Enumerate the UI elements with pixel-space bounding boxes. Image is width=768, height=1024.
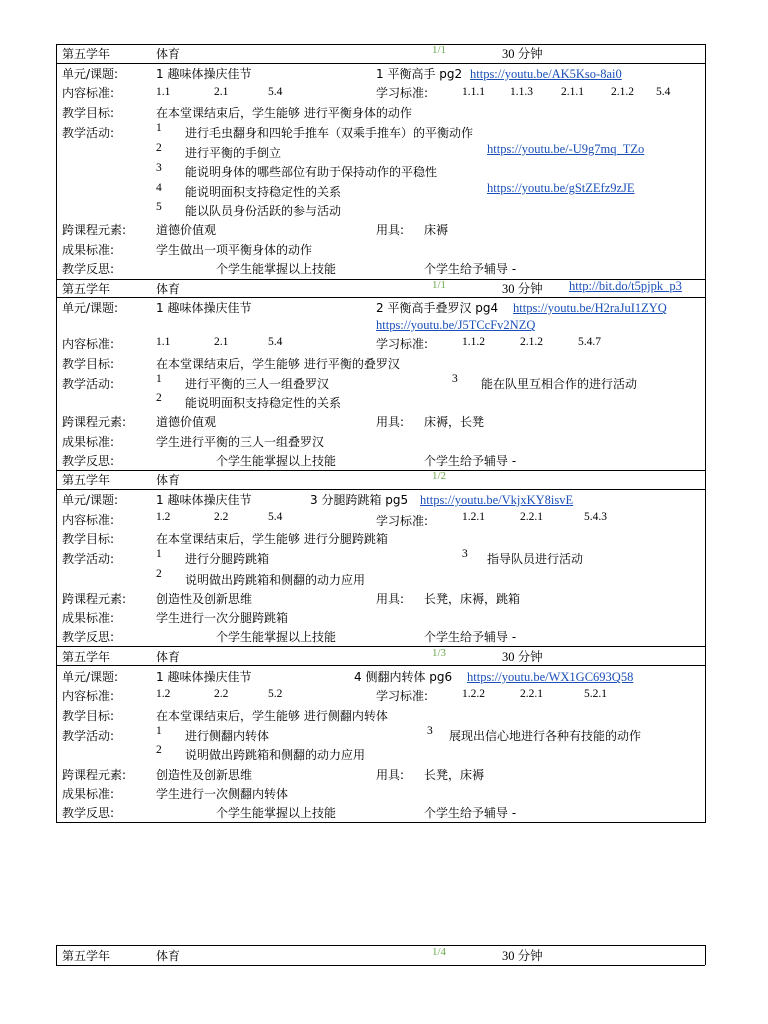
activity-text: 说明做出跨跳箱和侧翻的动力应用 — [185, 573, 366, 587]
content-standard-value: 5.4 — [268, 511, 283, 523]
equipment-label: 用具: — [376, 592, 405, 606]
cross-curricular-value: 创造性及创新思维 — [156, 592, 253, 606]
reflection-mastered: 个学生能掌握以上技能 — [216, 630, 337, 644]
equipment-label: 用具: — [376, 223, 405, 237]
activity-text: 进行毛虫翻身和四轮手推车（双乘手推车）的平衡动作 — [185, 126, 474, 140]
unit-label: 单元/课题: — [62, 493, 119, 507]
content-standard-value: 5.4 — [268, 86, 283, 98]
content-standard-value: 2.1 — [214, 336, 229, 348]
activity-label: 教学活动: — [62, 126, 115, 140]
lesson-video-link[interactable]: https://youtu.be/H2raJuI1ZYQ — [513, 301, 667, 315]
learning-standard-value: 2.1.2 — [611, 86, 634, 98]
subject-label: 体育 — [156, 47, 181, 61]
content-standard-value: 2.2 — [214, 511, 229, 523]
learning-standard-value: 5.4.3 — [584, 511, 607, 523]
unit-title: 1 趣味体操庆佳节 — [156, 493, 252, 507]
activity-number: 4 — [156, 182, 162, 194]
learning-standard-label: 学习标准: — [376, 689, 429, 703]
activity-text: 能在队里互相合作的进行活动 — [481, 377, 638, 391]
activity-number: 2 — [156, 392, 162, 404]
lesson-title: 3 分腿跨跳箱 pg5 — [310, 493, 409, 507]
unit-title: 1 趣味体操庆佳节 — [156, 301, 252, 315]
outcome-label: 成果标准: — [62, 435, 115, 449]
reflection-remedial: 个学生给予辅导 - — [424, 262, 517, 276]
lesson-video-link[interactable]: https://youtu.be/VkjxKY8isvE — [420, 493, 574, 507]
objective-label: 教学目标: — [62, 709, 115, 723]
content-standard-value: 1.2 — [156, 511, 171, 523]
learning-standard-label: 学习标准: — [376, 337, 429, 351]
activity-text: 进行分腿跨跳箱 — [185, 552, 270, 566]
activity-number: 2 — [156, 744, 162, 756]
activity-number: 3 — [156, 162, 162, 174]
learning-standard-value: 1.1.1 — [462, 86, 485, 98]
objective-text: 在本堂课结束后，学生能够 进行分腿跨跳箱 — [156, 532, 388, 546]
lesson-title: 1 平衡高手 pg2 — [376, 67, 463, 81]
activity-text: 能说明面积支持稳定性的关系 — [185, 396, 342, 410]
outcome-label: 成果标准: — [62, 787, 115, 801]
subject-label: 体育 — [156, 473, 181, 487]
year-label: 第五学年 — [62, 473, 111, 487]
learning-standard-label: 学习标准: — [376, 514, 429, 528]
learning-standard-value: 1.1.2 — [462, 336, 485, 348]
outcome-text: 学生做出一项平衡身体的动作 — [156, 243, 313, 257]
learning-standard-value: 2.2.1 — [520, 688, 543, 700]
learning-standard-value: 2.1.2 — [520, 336, 543, 348]
equipment-label: 用具: — [376, 768, 405, 782]
content-standard-label: 内容标准: — [62, 513, 115, 527]
activity-number: 2 — [156, 568, 162, 580]
reflection-remedial: 个学生给予辅导 - — [424, 630, 517, 644]
activity-label: 教学活动: — [62, 552, 115, 566]
unit-label: 单元/课题: — [62, 67, 119, 81]
lesson-video-link-2[interactable]: https://youtu.be/J5TCcFv2NZQ — [376, 318, 536, 332]
equipment-value: 长凳，床褥，跳箱 — [424, 592, 521, 606]
equipment-value: 床褥，长凳 — [424, 415, 485, 429]
learning-standard-value: 1.1.3 — [510, 86, 533, 98]
duration-label: 30 分钟 — [502, 282, 543, 296]
header-link[interactable]: http://bit.do/t5pjpk_p3 — [569, 279, 682, 293]
subject-label: 体育 — [156, 949, 181, 963]
activity-number: 5 — [156, 201, 162, 213]
unit-label: 单元/课题: — [62, 670, 119, 684]
outcome-label: 成果标准: — [62, 611, 115, 625]
activity-text: 展现出信心地进行各种有技能的动作 — [449, 729, 642, 743]
activity-text: 说明做出跨跳箱和侧翻的动力应用 — [185, 748, 366, 762]
learning-standard-value: 5.2.1 — [584, 688, 607, 700]
objective-text: 在本堂课结束后，学生能够 进行平衡身体的动作 — [156, 106, 412, 120]
activity-text: 进行侧翻内转体 — [185, 729, 270, 743]
content-standard-label: 内容标准: — [62, 337, 115, 351]
objective-text: 在本堂课结束后，学生能够 进行平衡的叠罗汉 — [156, 357, 400, 371]
reflection-label: 教学反思: — [62, 630, 115, 644]
learning-standard-value: 2.2.1 — [520, 511, 543, 523]
content-standard-label: 内容标准: — [62, 689, 115, 703]
equipment-value: 床褥 — [424, 223, 449, 237]
learning-standard-value: 1.2.1 — [462, 511, 485, 523]
outcome-text: 学生进行一次侧翻内转体 — [156, 787, 289, 801]
activity-label: 教学活动: — [62, 377, 115, 391]
learning-standard-label: 学习标准: — [376, 86, 429, 100]
lesson-video-link[interactable]: https://youtu.be/AK5Kso-8ai0 — [470, 67, 622, 81]
page-indicator: 1/3 — [432, 647, 447, 659]
activity-number: 1 — [156, 548, 162, 560]
content-standard-value: 5.4 — [268, 336, 283, 348]
cross-curricular-label: 跨课程元素: — [62, 415, 127, 429]
activity-text: 能以队员身份活跃的参与活动 — [185, 204, 342, 218]
activity-video-link[interactable]: https://youtu.be/gStZEfz9zJE — [487, 181, 635, 195]
duration-label: 30 分钟 — [502, 949, 543, 963]
unit-title: 1 趣味体操庆佳节 — [156, 670, 252, 684]
subject-label: 体育 — [156, 282, 181, 296]
objective-text: 在本堂课结束后，学生能够 进行侧翻内转体 — [156, 709, 388, 723]
activity-number: 1 — [156, 373, 162, 385]
duration-label: 30 分钟 — [502, 47, 543, 61]
activity-video-link[interactable]: https://youtu.be/-U9g7mq_TZo — [487, 142, 645, 156]
outcome-text: 学生进行平衡的三人一组叠罗汉 — [156, 435, 325, 449]
content-standard-value: 5.2 — [268, 688, 283, 700]
content-standard-value: 1.1 — [156, 86, 171, 98]
page-indicator: 1/1 — [432, 44, 447, 56]
reflection-label: 教学反思: — [62, 454, 115, 468]
activity-number: 3 — [462, 548, 468, 560]
content-standard-value: 1.2 — [156, 688, 171, 700]
activity-number: 1 — [156, 122, 162, 134]
year-label: 第五学年 — [62, 949, 111, 963]
activity-label: 教学活动: — [62, 729, 115, 743]
cross-curricular-value: 道德价值观 — [156, 223, 217, 237]
subject-label: 体育 — [156, 650, 181, 664]
year-label: 第五学年 — [62, 282, 111, 296]
outcome-text: 学生进行一次分腿跨跳箱 — [156, 611, 289, 625]
learning-standard-value: 5.4.7 — [578, 336, 601, 348]
page-indicator: 1/1 — [432, 279, 447, 291]
activity-number: 2 — [156, 142, 162, 154]
lesson-title: 4 侧翻内转体 pg6 — [354, 670, 453, 684]
reflection-mastered: 个学生能掌握以上技能 — [216, 262, 337, 276]
activity-number: 3 — [452, 373, 458, 385]
cross-curricular-label: 跨课程元素: — [62, 768, 127, 782]
cross-curricular-value: 道德价值观 — [156, 415, 217, 429]
lesson-video-link[interactable]: https://youtu.be/WX1GC693Q58 — [467, 670, 634, 684]
page-indicator: 1/4 — [432, 946, 447, 958]
reflection-mastered: 个学生能掌握以上技能 — [216, 806, 337, 820]
equipment-label: 用具: — [376, 415, 405, 429]
activity-number: 1 — [156, 725, 162, 737]
reflection-label: 教学反思: — [62, 262, 115, 276]
content-standard-value: 2.2 — [214, 688, 229, 700]
cross-curricular-label: 跨课程元素: — [62, 592, 127, 606]
objective-label: 教学目标: — [62, 532, 115, 546]
reflection-label: 教学反思: — [62, 806, 115, 820]
lesson-title: 2 平衡高手叠罗汉 pg4 — [376, 301, 499, 315]
year-label: 第五学年 — [62, 47, 111, 61]
learning-standard-value: 1.2.2 — [462, 688, 485, 700]
objective-label: 教学目标: — [62, 357, 115, 371]
learning-standard-value: 5.4 — [656, 86, 671, 98]
reflection-remedial: 个学生给予辅导 - — [424, 454, 517, 468]
content-standard-value: 2.1 — [214, 86, 229, 98]
reflection-mastered: 个学生能掌握以上技能 — [216, 454, 337, 468]
cross-curricular-value: 创造性及创新思维 — [156, 768, 253, 782]
unit-label: 单元/课题: — [62, 301, 119, 315]
activity-text: 进行平衡的三人一组叠罗汉 — [185, 377, 330, 391]
unit-title: 1 趣味体操庆佳节 — [156, 67, 252, 81]
duration-label: 30 分钟 — [502, 650, 543, 664]
content-standard-label: 内容标准: — [62, 86, 115, 100]
activity-text: 能说明面积支持稳定性的关系 — [185, 185, 342, 199]
activity-text: 能说明身体的哪些部位有助于保持动作的平稳性 — [185, 165, 438, 179]
activity-text: 进行平衡的手倒立 — [185, 146, 282, 160]
outcome-label: 成果标准: — [62, 243, 115, 257]
objective-label: 教学目标: — [62, 106, 115, 120]
year-label: 第五学年 — [62, 650, 111, 664]
page-indicator: 1/2 — [432, 470, 447, 482]
cross-curricular-label: 跨课程元素: — [62, 223, 127, 237]
reflection-remedial: 个学生给予辅导 - — [424, 806, 517, 820]
equipment-value: 长凳，床褥 — [424, 768, 485, 782]
activity-text: 指导队员进行活动 — [487, 552, 584, 566]
activity-number: 3 — [427, 725, 433, 737]
content-standard-value: 1.1 — [156, 336, 171, 348]
learning-standard-value: 2.1.1 — [561, 86, 584, 98]
